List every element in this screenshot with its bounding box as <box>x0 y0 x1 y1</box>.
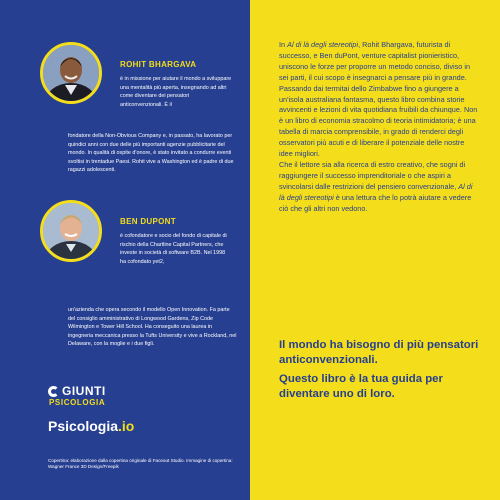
site-tld: .io <box>118 418 135 434</box>
p1-pre: In <box>279 40 288 49</box>
giunti-mark-icon <box>48 386 59 397</box>
p3-pre: Che il lettore sia alla ricerca di estro creativo, che sogni di raggiungere il successo imprenditoriale o che aspiri a svincolarsi dalle restrizioni del pensiero convenzionale, <box>279 159 466 191</box>
p1-book-title: Al di là degli stereotipi <box>287 40 359 49</box>
right-panel <box>250 0 500 500</box>
description-paragraph-3 <box>279 160 479 215</box>
giunti-psicologia-logo <box>48 384 106 407</box>
p3-post: è una lettura che lo potrà aiutare a vedere ciò che gli altri non vedono. <box>279 192 472 213</box>
author1-name: ROHIT BHARGAVA <box>120 60 197 69</box>
site-logo <box>48 418 134 434</box>
description-paragraph-1 <box>279 40 479 84</box>
cover-credits: Copertina: elaborazione dalla copertina originale di Faceout Studio. Immagine di copertina: Wagner France 3D Design/Freepik <box>48 458 233 470</box>
book-description <box>279 40 479 215</box>
giunti-word: GIUNTI <box>62 384 106 398</box>
tagline-2: Questo libro è la tua guida per diventare uno di loro. <box>279 373 443 400</box>
psicologia-word: PSICOLOGIA <box>49 398 106 407</box>
site-name: Psicologia <box>48 418 119 434</box>
author2-portrait-icon <box>43 203 99 259</box>
author2-name: BEN DUPONT <box>120 217 176 226</box>
author2-photo <box>40 200 102 262</box>
author1-bio-bottom: fondatore della Non-Obvious Company e, in passato, ha lavorato per quindici anni con due delle più importanti agenzie pubblicitarie del mondo. In qualità di ospite d'onore, è stato invitato a condurre eventi svoltisi in trentadue Paesi. Rohit vive a Washington ed è padre di due ragazzi adolescenti. <box>68 133 234 174</box>
p1-post: , Rohit Bhargava, futurista di successo, e Ben duPont, venture capitalist pionieristico, uniscono le forze per proporre un metodo conciso, diviso in sei parti, il cui scopo è insegnarci a pensare più in grande. <box>279 40 471 82</box>
author1-bio-top: è in missione per aiutare il mondo a sviluppare una mentalità più aperta, insegnando ad altri come diventare dei pensatori anticonvenzionali. È il <box>120 76 232 108</box>
p3-book-title: Al di là degli stereotipi <box>279 181 473 202</box>
author2-bio-top: è cofondatore e socio del fondo di capitale di rischio della Chartline Capital Partners, che investe in società di software B2B. Nel 1998 ha cofondato yet2, <box>120 233 227 265</box>
tagline-1: Il mondo ha bisogno di più pensatori anticonvenzionali. <box>279 339 479 366</box>
author1-photo <box>40 42 102 104</box>
author2-bio-bottom: un'azienda che opera secondo il modello Open Innovation. Fa parte del consiglio amministrativo di Longwood Gardens, Zip Code Wilmington e Tower Hill School. Ha conseguito una laurea in ingegneria meccanica presso la Tufts University e vive a Rockland, nel Delaware, con la moglie e i due figli. <box>68 307 237 348</box>
description-paragraph-2: Passando dai termitai dello Zimbabwe fino a giungere a un'isola australiana fantasma, questo libro combina storie avvincenti e lezioni di vita quotidiana fruibili da chiunque. Non è un libro di economia stracolmo di teoria intimidatoria; è una tabella di marcia comprensibile, in grado di renderci degli osservatori più acuti e di liberare il potenziale delle nostre idee migliori. <box>279 83 478 159</box>
author1-portrait-icon <box>43 45 99 101</box>
